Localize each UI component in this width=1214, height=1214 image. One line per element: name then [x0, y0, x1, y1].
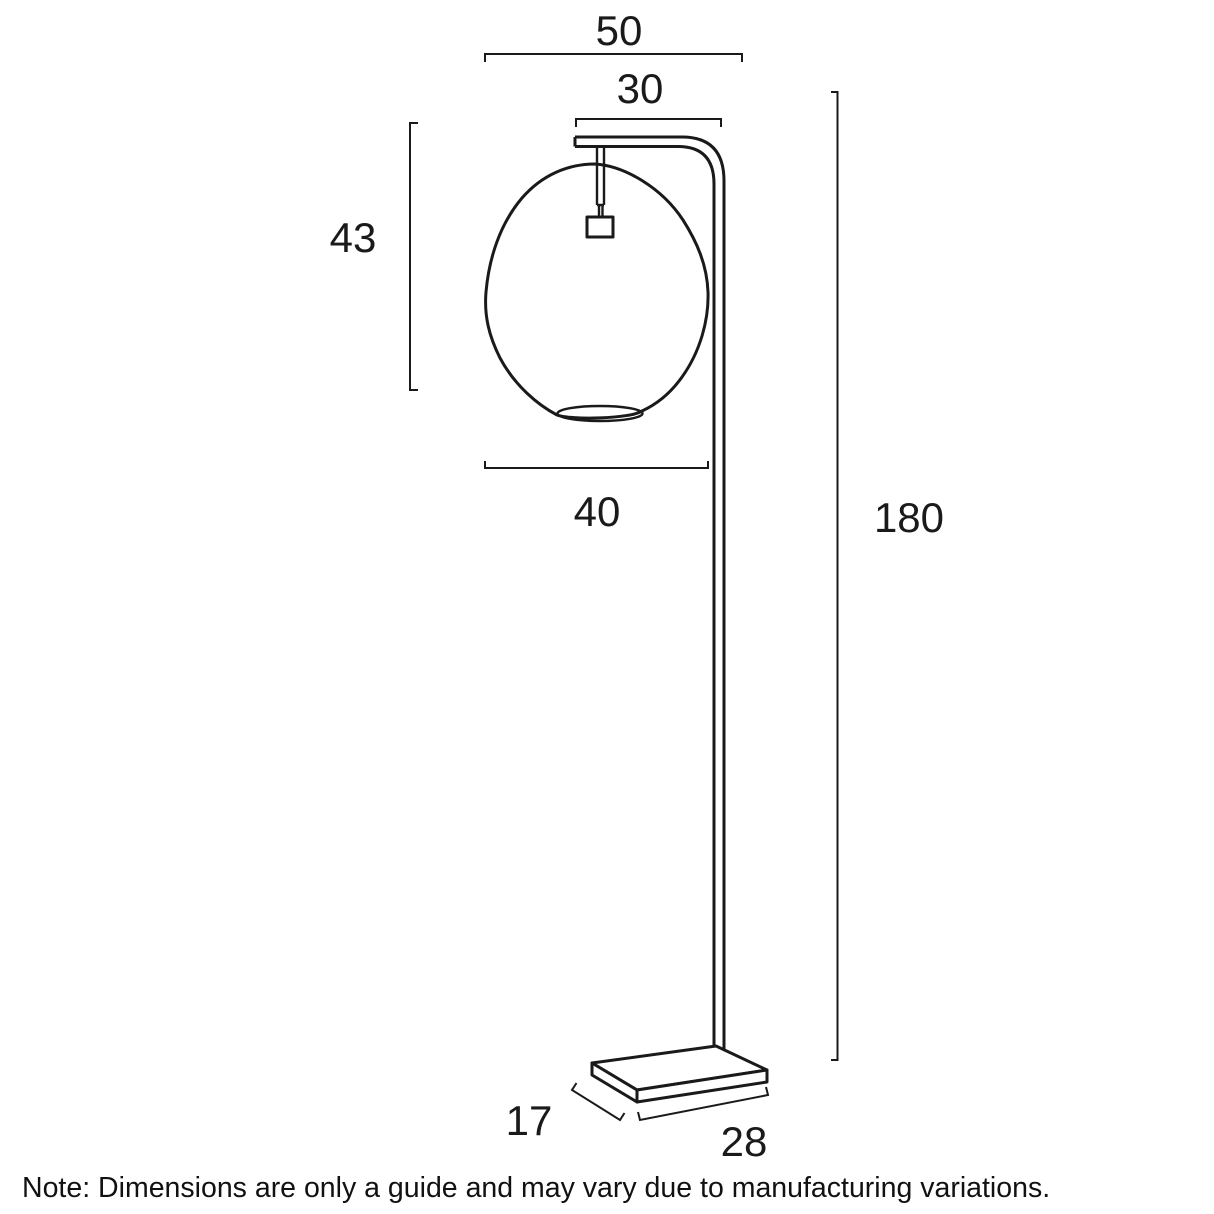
dim-arm-width-label: 30: [616, 65, 664, 112]
dim-base-width-label: 28: [720, 1118, 768, 1165]
lamp-arm-pole-inner: [575, 147, 714, 1053]
dim-shade-width-label: 40: [573, 488, 621, 535]
dim-shade-height-bracket: [410, 123, 418, 390]
dim-top-width-bracket: [485, 54, 742, 62]
dim-top-width-label: 50: [595, 7, 643, 54]
dim-shade-width-bracket: [485, 461, 708, 468]
dim-base-depth-label: 17: [505, 1097, 553, 1144]
lamp-socket: [587, 217, 613, 237]
lamp-rod: [597, 147, 604, 217]
dim-overall-height-bracket: [831, 92, 838, 1060]
dim-shade-height-label: 43: [329, 214, 377, 261]
dim-overall-height-label: 180: [873, 494, 945, 541]
dim-arm-width-bracket: [576, 119, 721, 127]
lamp-arm-pole-outer: [575, 137, 724, 1054]
dimensions-note: Note: Dimensions are only a guide and may vary due to manufacturing variations.: [22, 1172, 1051, 1204]
